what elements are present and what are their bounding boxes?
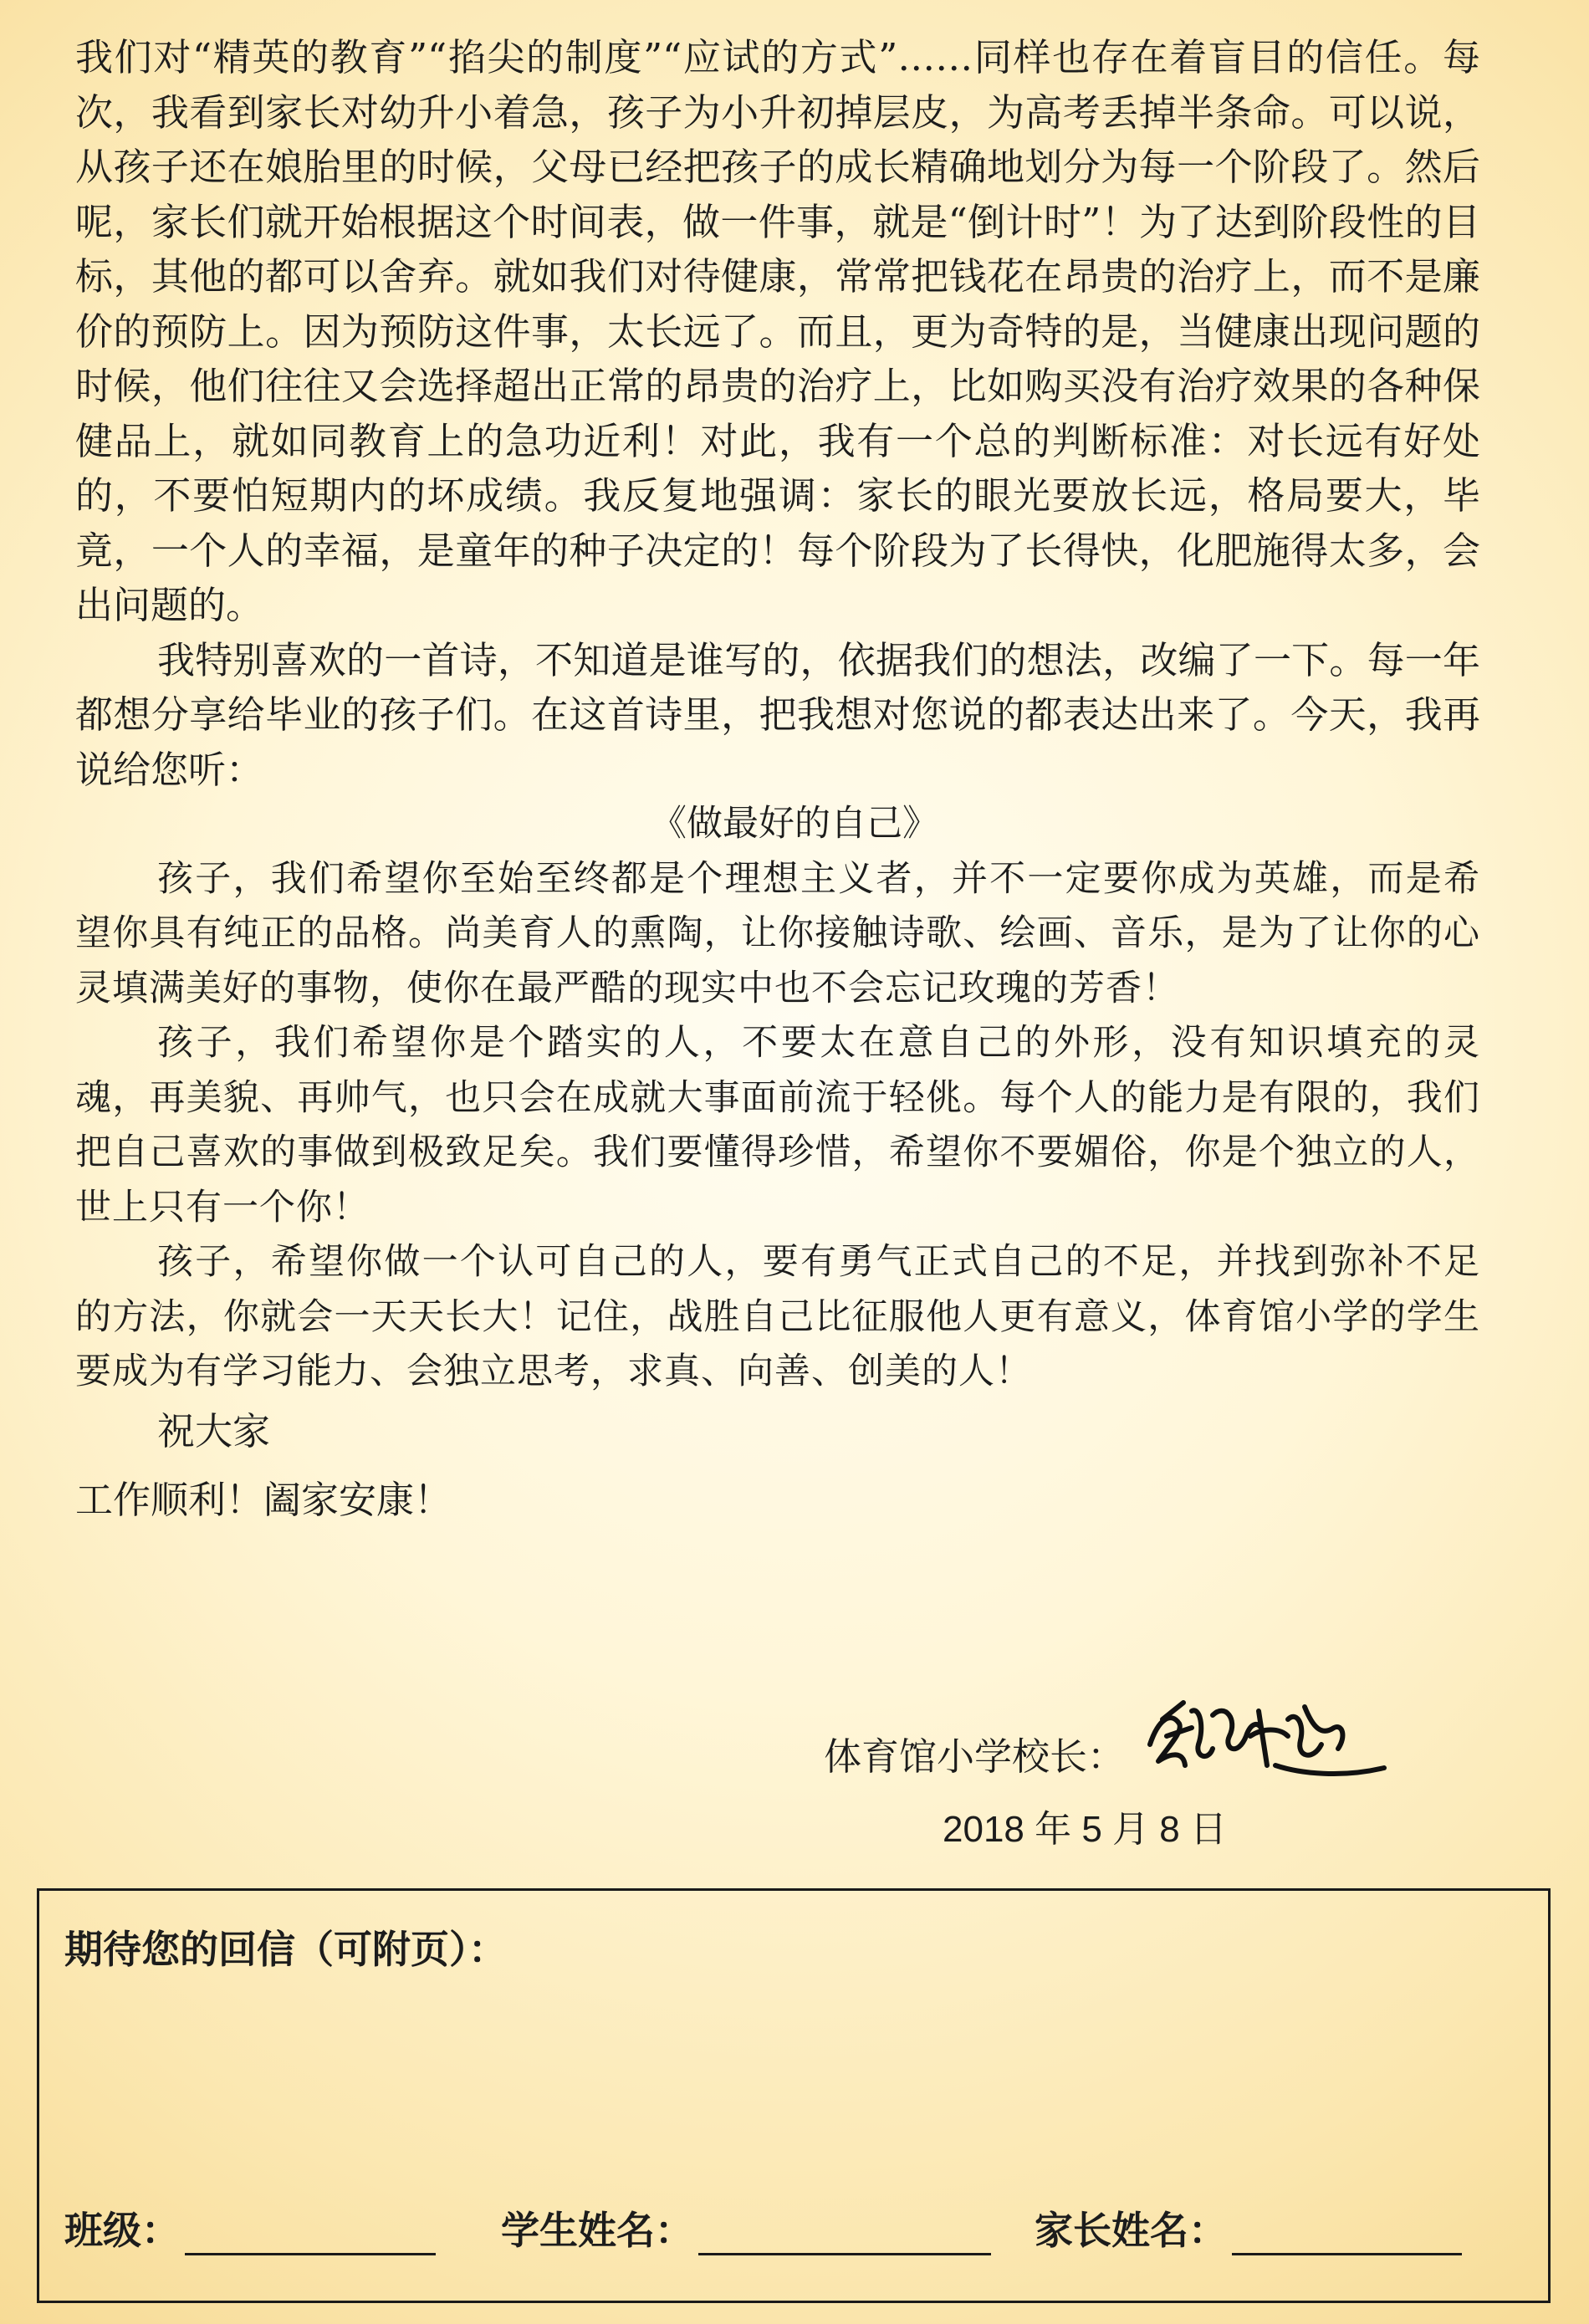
class-blank[interactable]	[185, 2216, 436, 2255]
paragraph-1: 我们对“精英的教育”“掐尖的制度”“应试的方式”……同样也存在着盲目的信任。每次，我看到家长对幼升小着急，孩子为小升初掉层皮，为高考丢掉半条命。可以说，从孩子还在娘胎里的时候，父母已经把孩子的成长精确地划分为每一个阶段了。然后呢，家长们就开始根据这个时间表，做一件事，就是“倒计时”！为了达到阶段性的目标，其他的都可以舍弃。就如我们对待健康，常常把钱花在昂贵的治疗上，而不是廉价的预防上。因为预防这件事，太长远了。而且，更为奇特的是，当健康出现问题的时候，他们往往又会选择超出正常的昂贵的治疗上，比如购买没有治疗效果的各种保健品上，就如同教育上的急功近利！对此，我有一个总的判断标准：对长远有好处的，不要怕短期内的坏成绩。我反复地强调：家长的眼光要放长远，格局要大，毕竟，一个人的幸福，是童年的种子决定的！每个阶段为了长得快，化肥施得太多，会出问题的。	[75, 35, 1480, 627]
closing-wishes: 工作顺利！阖家安康！	[75, 1477, 452, 1522]
class-label: 班级：	[64, 2208, 180, 2253]
closing-greeting: 祝大家	[157, 1408, 271, 1453]
signature-block	[824, 1719, 1392, 1795]
parent-name-field	[1035, 2200, 1462, 2255]
reply-title: 期待您的回信（可附页）：	[64, 1927, 507, 1972]
handwritten-signature	[1133, 1686, 1392, 1795]
paragraph-2: 我特别喜欢的一首诗，不知道是谁写的，依据我们的想法，改编了一下。每一年都想分享给毕业的孩子们。在这首诗里，把我想对您说的都表达出来了。今天，我再说给您听：	[75, 637, 1480, 792]
reply-form	[37, 1888, 1551, 2303]
student-name-label: 学生姓名：	[501, 2208, 693, 2253]
student-name-field	[501, 2200, 991, 2255]
poem-stanza-1: 孩子，我们希望你至始至终都是个理想主义者，并不一定要你成为英雄，而是希望你具有纯正的品格。尚美育人的熏陶，让你接触诗歌、绘画、音乐，是为了让你的心灵填满美好的事物，使你在最严酷的现实中也不会忘记玫瑰的芳香！	[75, 857, 1480, 1009]
letter-date: 2018 年 5 月 8 日	[943, 1809, 1227, 1850]
student-name-blank[interactable]	[698, 2216, 991, 2255]
poem-stanza-3: 孩子，希望你做一个认可自己的人，要有勇气正式自己的不足，并找到弥补不足的方法，你就会一天天长大！记住，战胜自己比征服他人更有意义，体育馆小学的学生要成为有学习能力、会独立思考，求真、向善、创美的人！	[75, 1241, 1480, 1392]
reply-fields	[64, 2200, 1462, 2255]
class-field	[64, 2200, 436, 2255]
parent-name-blank[interactable]	[1232, 2216, 1462, 2255]
signature-label: 体育馆小学校长：	[824, 1734, 1126, 1779]
letter-body	[75, 30, 1480, 1534]
parent-name-label: 家长姓名：	[1035, 2208, 1227, 2253]
poem-title: 《做最好的自己》	[651, 803, 938, 845]
poem-stanza-2: 孩子，我们希望你是个踏实的人，不要太在意自己的外形，没有知识填充的灵魂，再美貌、再帅气，也只会在成就大事面前流于轻佻。每个人的能力是有限的，我们把自己喜欢的事做到极致足矣。我们要懂得珍惜，希望你不要媚俗，你是个独立的人，世上只有一个你！	[75, 1022, 1480, 1228]
